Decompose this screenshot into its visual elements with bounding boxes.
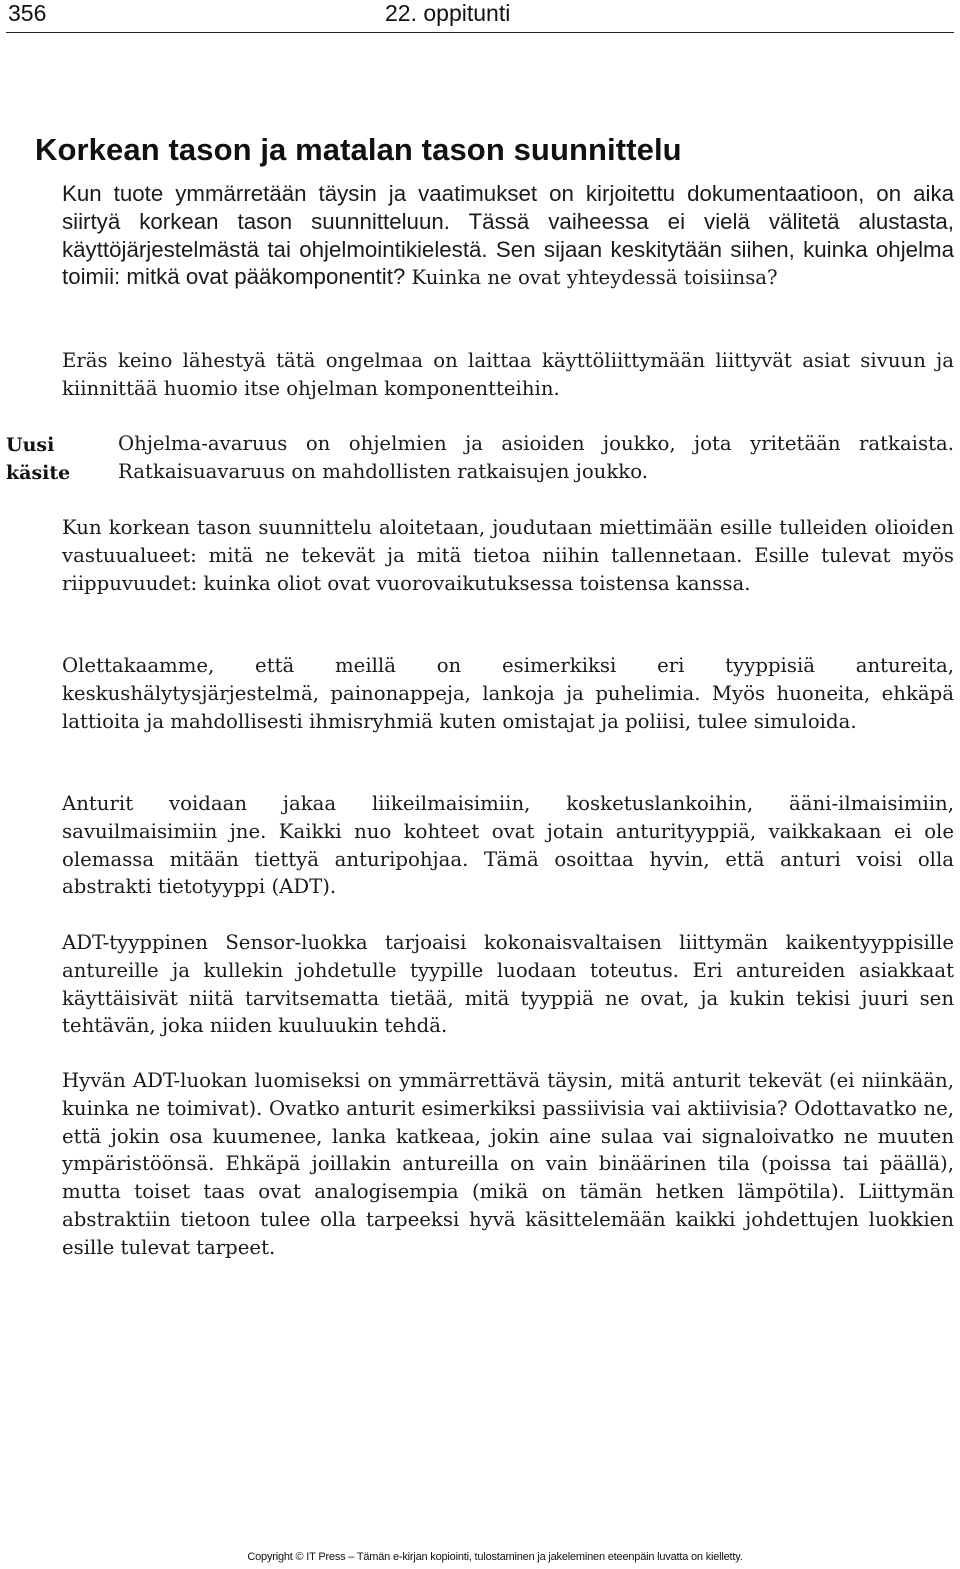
- intro-text-sans: Kun tuote ymmärretään täysin ja vaatimukset on kirjoitettu dokumentaatioon, on aika siirtyä korkean tason suunnitteluun. Tässä vaiheessa ei vielä välitetä alustasta, käyttöjärjestelmästä tai ohjelmointikielestä. Sen sijaan keskitytään siihen, kuinka ohjelma toimii: mitkä ovat pääkomponentit?: [62, 181, 954, 290]
- intro-paragraph: [62, 180, 954, 292]
- chapter-title: 22. oppitunti: [385, 0, 511, 26]
- paragraph-1: Eräs keino lähestyä tätä ongelmaa on laittaa käyttöliittymään liittyvät asiat sivuun ja kiinnittää huomio itse ohjelman komponentteihin.: [62, 349, 954, 400]
- paragraph-6: ADT-tyyppinen Sensor-luokka tarjoaisi kokonaisvaltaisen liittymän kaikentyyppisille antureille ja kullekin johdetulle tyypille luodaan toteutus. Eri antureiden asiakkaat käyttäisivät niitä tarvitsematta tietää, mitä tyyppiä ne ovat, ja kukin tekisi juuri sen tehtävän, joka niiden kuuluukin tehdä.: [62, 931, 954, 1038]
- intro-text-serif: Kuinka ne ovat yhteydessä toisiinsa?: [411, 266, 778, 290]
- margin-note-line1: Uusi: [6, 434, 55, 456]
- definition-paragraph: Ohjelma-avaruus on ohjelmien ja asioiden joukko, jota yritetään ratkaista. Ratkaisuavaruus on mahdollisten ratkaisujen joukko.: [118, 432, 954, 483]
- page-number: 356: [8, 0, 47, 26]
- paragraph-7: Hyvän ADT-luokan luomiseksi on ymmärrettävä täysin, mitä anturit tekevät (ei niinkään, kuinka ne toimivat). Ovatko anturit esimerkiksi passiivisia vai aktiivisia? Odottavatko ne, että jokin osa kuumenee, lanka katkeaa, jokin aine sulaa vai signaloivatko ne muuten ympäristöönsä. Ehkäpä joillakin antureilla on vain binäärinen tila (poissa tai päällä), mutta toiset taas ovat analogisempia (mikä on tämän hetken lämpötila). Liittymän abstraktiin tietoon tulee olla tarpeeksi hyvä käsittelemään kaikki johdettujen luokkien esille tulevat tarpeet.: [62, 1069, 954, 1259]
- paragraph-3: Kun korkean tason suunnittelu aloitetaan, joudutaan miettimään esille tulleiden olioiden vastuualueet: mitä ne tekevät ja mitä tietoa niihin tallennetaan. Esille tulevat myös riippuvuudet: kuinka oliot ovat vuorovaikutuksessa toistensa kanssa.: [62, 516, 954, 595]
- paragraph-4: Olettakaamme, että meillä on esimerkiksi eri tyyppisiä antureita, keskushälytysjärjestelmä, painonappeja, lankoja ja puhelimia. Myös huoneita, ehkäpä lattioita ja mahdollisesti ihmisryhmiä kuten omistajat ja poliisi, tulee simuloida.: [62, 654, 954, 733]
- paragraph-5: Anturit voidaan jakaa liikeilmaisimiin, kosketuslankoihin, ääni-ilmaisimiin, savuilmaisimiin jne. Kaikki nuo kohteet ovat jotain anturityyppiä, vaikkakaan ei ole olemassa mitään tiettyä anturipohjaa. Tämä osoittaa hyvin, että anturi voisi olla abstrakti tietotyyppi (ADT).: [62, 792, 954, 899]
- copyright-footer: Copyright © IT Press – Tämän e-kirjan kopiointi, tulostaminen ja jakeleminen eteenpäin luvatta on kielletty.: [247, 1551, 743, 1563]
- margin-note-line2: käsite: [6, 462, 71, 484]
- section-title: Korkean tason ja matalan tason suunnittelu: [35, 132, 682, 167]
- margin-note: [6, 431, 106, 487]
- header-divider: [6, 32, 954, 33]
- page-header: [0, 0, 960, 34]
